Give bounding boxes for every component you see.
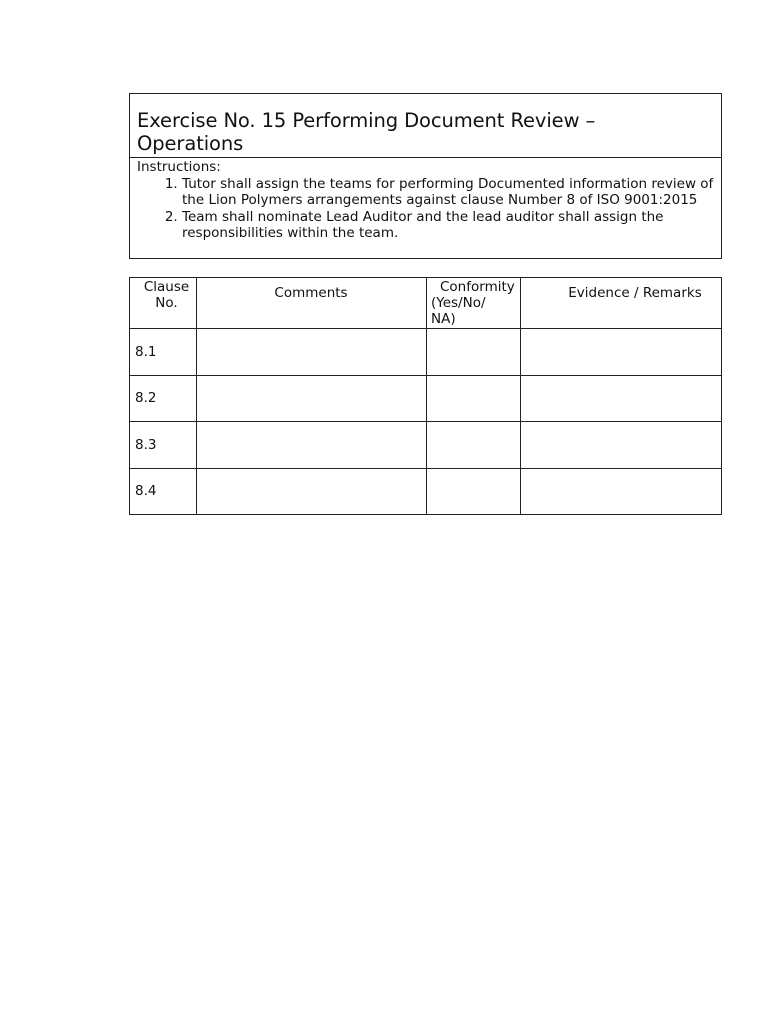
exercise-header-box bbox=[129, 93, 722, 259]
evidence-cell[interactable] bbox=[521, 422, 722, 469]
conformity-column-header bbox=[427, 278, 521, 329]
table-header-row bbox=[130, 278, 722, 329]
conformity-header-line1: Conformity bbox=[440, 279, 515, 295]
conformity-cell[interactable] bbox=[427, 375, 521, 422]
evidence-cell[interactable] bbox=[521, 375, 722, 422]
conformity-header-line2: (Yes/No/ bbox=[431, 295, 486, 311]
comments-cell[interactable] bbox=[197, 422, 427, 469]
table-row bbox=[130, 422, 722, 469]
evidence-cell[interactable] bbox=[521, 329, 722, 376]
exercise-title-line1: Exercise No. 15 Performing Document Review – bbox=[137, 109, 596, 132]
comments-cell[interactable] bbox=[197, 329, 427, 376]
table-row bbox=[130, 329, 722, 376]
table-row bbox=[130, 468, 722, 515]
table-row bbox=[130, 375, 722, 422]
evidence-cell[interactable] bbox=[521, 468, 722, 515]
review-table bbox=[129, 277, 722, 515]
instruction-item: 1. Tutor shall assign the teams for performing Documented information review of the Lion Polymers arrangements against clause Number 8 of ISO 9001:2015 bbox=[182, 176, 721, 209]
instructions-section bbox=[130, 158, 721, 242]
clause-column-header: Clause No. bbox=[130, 278, 197, 329]
clause-cell: 8.1 bbox=[130, 329, 197, 376]
exercise-title-line2: Operations bbox=[137, 132, 244, 155]
evidence-column-header: Evidence / Remarks bbox=[521, 278, 722, 329]
clause-cell: 8.3 bbox=[130, 422, 197, 469]
comments-column-header: Comments bbox=[197, 278, 427, 329]
conformity-header-line3: NA) bbox=[431, 311, 456, 327]
clause-cell: 8.4 bbox=[130, 468, 197, 515]
exercise-title bbox=[130, 94, 721, 158]
instructions-label: Instructions: bbox=[137, 159, 221, 175]
conformity-cell[interactable] bbox=[427, 422, 521, 469]
conformity-cell[interactable] bbox=[427, 468, 521, 515]
clause-cell: 8.2 bbox=[130, 375, 197, 422]
conformity-cell[interactable] bbox=[427, 329, 521, 376]
instruction-item: 2. Team shall nominate Lead Auditor and the lead auditor shall assign the responsibilities within the team. bbox=[182, 209, 721, 242]
comments-cell[interactable] bbox=[197, 468, 427, 515]
comments-cell[interactable] bbox=[197, 375, 427, 422]
instructions-list bbox=[137, 176, 721, 242]
